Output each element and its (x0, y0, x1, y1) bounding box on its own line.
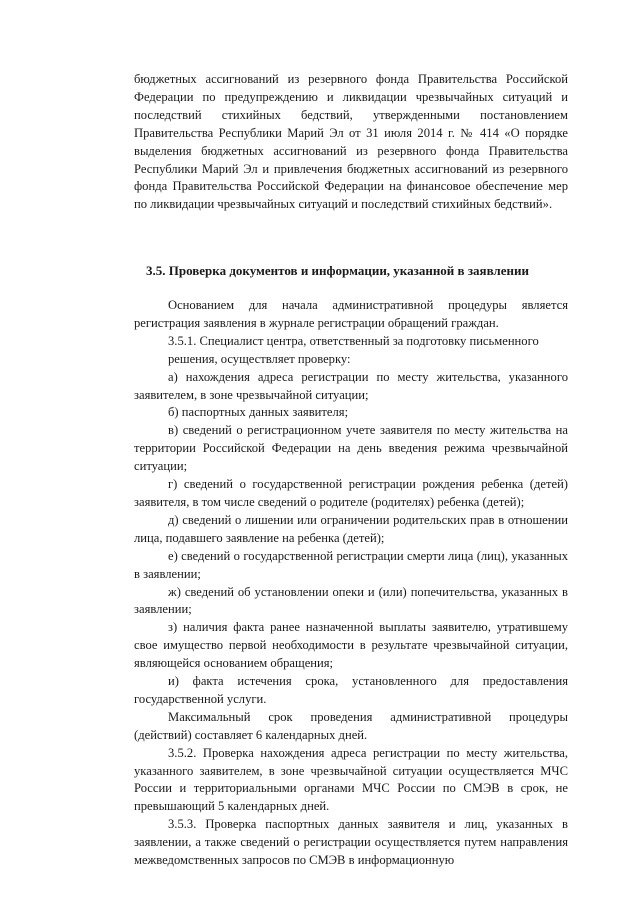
paragraph-max-term: Максимальный срок проведения административной процедуры (действий) составляет 6 календарных дней. (134, 709, 568, 742)
intro-paragraph-block (134, 71, 568, 214)
list-item-e: е) сведений о государственной регистрации смерти лица (лиц), указанных в заявлении; (134, 548, 568, 581)
paragraph-3-5-2: 3.5.2. Проверка нахождения адреса регистрации по месту жительства, указанного заявителем, в зоне чрезвычайной ситуации осуществляется МЧС России и территориальными органами МЧС России по СМЭВ в срок, не превышающий 5 календарных дней. (134, 745, 568, 814)
intro-paragraph: бюджетных ассигнований из резервного фонда Правительства Российской Федерации по предупреждению и ликвидации чрезвычайных ситуаций и последствий стихийных бедствий, утвержденными постановлением Правительства Республики Марий Эл от 31 июля 2014 г. № 414 «О порядке выделения бюджетных ассигнований из резервного фонда Правительства Республики Марий Эл и привлечения бюджетных ассигнований из резервного фонда Правительства Российской Федерации на финансовое обеспечение мер по ликвидации чрезвычайных ситуаций и последствий стихийных бедствий». (134, 72, 568, 212)
list-item-b: б) паспортных данных заявителя; (168, 405, 349, 420)
paragraph-basis: Основанием для начала административной процедуры является регистрация заявления в журнале регистрации обращений граждан. (134, 298, 568, 330)
paragraph-3-5-3: 3.5.3. Проверка паспортных данных заявителя и лиц, указанных в заявлении, а также сведений о регистрации осуществляется путем направления межведомственных запросов по СМЭВ в информационную (134, 817, 568, 868)
list-item-d: д) сведений о лишении или ограничении родительских прав в отношении лица, подавшего заявление на ребенка (детей); (134, 512, 568, 545)
paragraph-3-5-1-line2: решения, осуществляет проверку: (168, 351, 351, 366)
list-item-g: г) сведений о государственной регистрации рождения ребенка (детей) заявителя, в том числе сведений о родителе (родителях) ребенка (детей); (134, 477, 568, 509)
list-item-i: и) факта истечения срока, установленного для предоставления государственной услуги. (134, 674, 568, 706)
list-item-zh: ж) сведений об установлении опеки и (или) попечительства, указанных в заявлении; (134, 584, 568, 617)
list-item-a: а) нахождения адреса регистрации по месту жительства, указанного заявителем, в зоне чрезвычайной ситуации; (134, 369, 568, 402)
section-body (134, 297, 568, 870)
list-item-z: з) наличия факта ранее назначенной выплаты заявителю, утратившему свое имущество первой необходимости в результате чрезвычайной ситуации, являющейся основанием обращения; (134, 620, 568, 671)
section-heading: 3.5. Проверка документов и информации, указанной в заявлении (146, 263, 529, 278)
list-item-v: в) сведений о регистрационном учете заявителя по месту жительства на территории Российской Федерации на день введения режима чрезвычайной ситуации; (134, 423, 568, 474)
paragraph-3-5-1-line1: 3.5.1. Специалист центра, ответственный за подготовку письменного (168, 333, 539, 348)
